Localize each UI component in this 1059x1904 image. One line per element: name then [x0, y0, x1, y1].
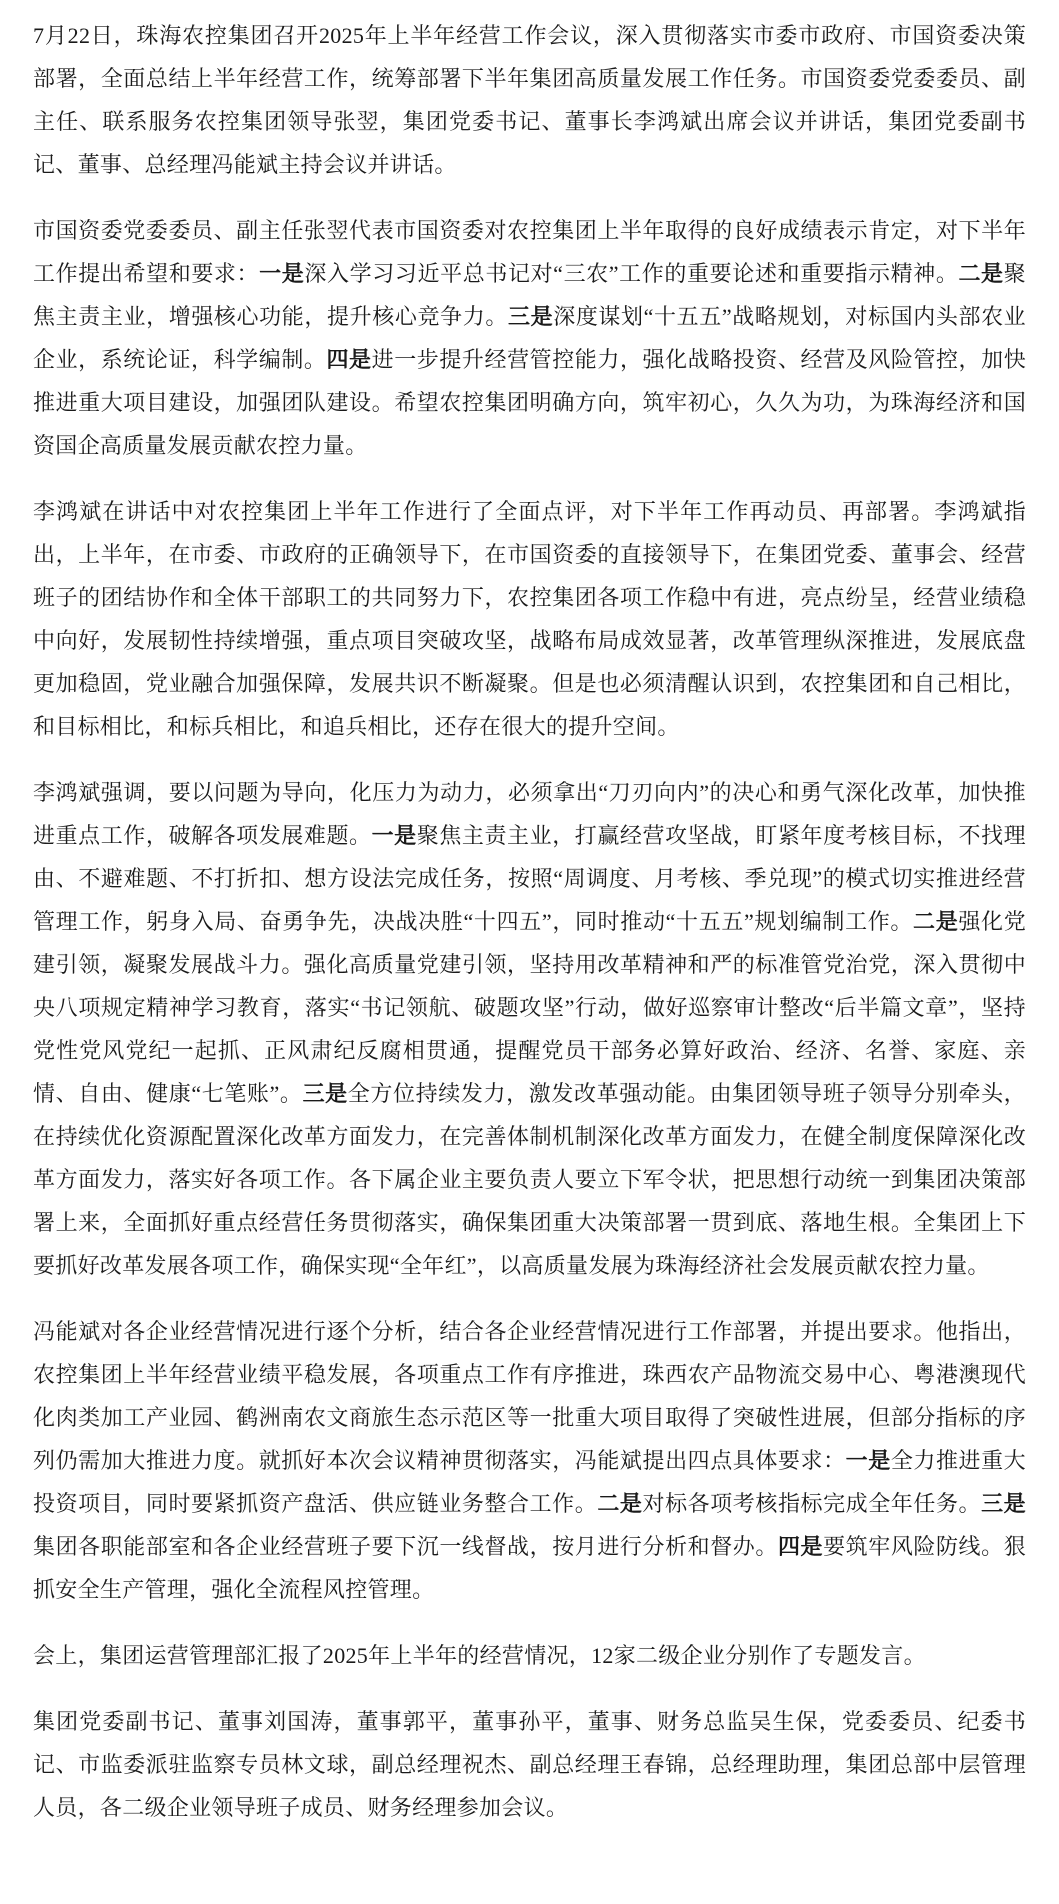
text-run: 要筑牢风险防线。狠抓安全生产管理，强化全流程风控管理。 — [33, 1534, 1027, 1602]
text-run: 冯能斌对各企业经营情况进行逐个分析，结合各企业经营情况进行工作部署，并提出要求。他指出，农控集团上半年经营业绩平稳发展，各项重点工作有序推进，珠西农产品物流交易中心、粤港澳现代化肉类加工产业园、鹤洲南农文商旅生态示范区等一批重大项目取得了突破性进展，但部分指标的序列仍需加大推进力度。就抓好本次会议精神贯彻落实，冯能斌提出四点具体要求： — [33, 1319, 1026, 1473]
text-run: 深入学习习近平总书记对“三农”工作的重要论述和重要指示精神。 — [304, 261, 959, 286]
paragraph — [33, 14, 1026, 186]
text-run: 李鸿斌在讲话中对农控集团上半年工作进行了全面点评，对下半年工作再动员、再部署。李鸿斌指出，上半年，在市委、市政府的正确领导下，在市国资委的直接领导下，在集团党委、董事会、经营班子的团结协作和全体干部职工的共同努力下，农控集团各项工作稳中有进，亮点纷呈，经营业绩稳中向好，发展韧性持续增强，重点项目突破攻坚，战略布局成效显著，改革管理纵深推进，发展底盘更加稳固，党业融合加强保障，发展共识不断凝聚。但是也必须清醒认识到，农控集团和自己相比，和目标相比，和标兵相比，和追兵相比，还存在很大的提升空间。 — [33, 499, 1026, 739]
paragraph — [33, 771, 1026, 1287]
emphasis-run: 二是 — [597, 1491, 643, 1516]
emphasis-run: 四是 — [326, 347, 372, 372]
text-run: 强化党建引领，凝聚发展战斗力。强化高质量党建引领，坚持用改革精神和严的标准管党治党，深入贯彻中央八项规定精神学习教育，落实“书记领航、破题攻坚”行动，做好巡察审计整改“后半篇文章”，坚持党性党风党纪一起抓、正风肃纪反腐相贯通，提醒党员干部务必算好政治、经济、名誉、家庭、亲情、自由、健康“七笔账”。 — [33, 909, 1026, 1106]
paragraph — [33, 490, 1026, 748]
text-run: 聚焦主责主业，增强核心功能，提升核心竞争力。 — [33, 261, 1026, 329]
text-run: 集团各职能部室和各企业经营班子要下沉一线督战，按月进行分析和督办。 — [33, 1534, 778, 1559]
emphasis-run: 四是 — [777, 1534, 824, 1559]
text-run: 会上，集团运营管理部汇报了2025年上半年的经营情况，12家二级企业分别作了专题发言。 — [33, 1643, 926, 1668]
emphasis-run: 三是 — [302, 1081, 348, 1106]
emphasis-run: 一是 — [259, 261, 305, 286]
paragraph — [33, 1700, 1026, 1829]
text-run: 李鸿斌强调，要以问题为导向，化压力为动力，必须拿出“刀刃向内”的决心和勇气深化改革，加快推进重点工作，破解各项发展难题。 — [33, 780, 1026, 848]
paragraph — [33, 209, 1026, 467]
text-run: 对标各项考核指标完成全年任务。 — [642, 1491, 982, 1516]
emphasis-run: 三是 — [981, 1491, 1026, 1516]
emphasis-run: 三是 — [507, 304, 554, 329]
emphasis-run: 二是 — [958, 261, 1004, 286]
paragraph — [33, 1310, 1026, 1611]
text-run: 聚焦主责主业，打赢经营攻坚战，盯紧年度考核目标，不找理由、不避难题、不打折扣、想方设法完成任务，按照“周调度、月考核、季兑现”的模式切实推进经营管理工作，躬身入局、奋勇争先，决战决胜“十四五”，同时推动“十五五”规划编制工作。 — [33, 823, 1026, 934]
text-run: 全方位持续发力，激发改革强动能。由集团领导班子领导分别牵头，在持续优化资源配置深化改革方面发力，在完善体制机制深化改革方面发力，在健全制度保障深化改革方面发力，落实好各项工作。各下属企业主要负责人要立下军令状，把思想行动统一到集团决策部署上来，全面抓好重点经营任务贯彻落实，确保集团重大决策部署一贯到底、落地生根。全集团上下要抓好改革发展各项工作，确保实现“全年红”，以高质量发展为珠海经济社会发展贡献农控力量。 — [33, 1081, 1026, 1278]
emphasis-run: 二是 — [913, 909, 959, 934]
paragraph — [33, 1634, 1026, 1677]
text-run: 7月22日，珠海农控集团召开2025年上半年经营工作会议，深入贯彻落实市委市政府、市国资委决策部署，全面总结上半年经营工作，统筹部署下半年集团高质量发展工作任务。市国资委党委委员、副主任、联系服务农控集团领导张翌，集团党委书记、董事长李鸿斌出席会议并讲话，集团党委副书记、董事、总经理冯能斌主持会议并讲话。 — [33, 23, 1026, 177]
emphasis-run: 一是 — [371, 823, 417, 848]
text-run: 全力推进重大投资项目，同时要紧抓资产盘活、供应链业务整合工作。 — [33, 1448, 1026, 1516]
emphasis-run: 一是 — [845, 1448, 891, 1473]
text-run: 深度谋划“十五五”战略规划，对标国内头部农业企业，系统论证，科学编制。 — [33, 304, 1026, 372]
text-run: 进一步提升经营管控能力，强化战略投资、经营及风险管控，加快推进重大项目建设，加强团队建设。希望农控集团明确方向，筑牢初心，久久为功，为珠海经济和国资国企高质量发展贡献农控力量。 — [33, 347, 1026, 458]
text-run: 集团党委副书记、董事刘国涛，董事郭平，董事孙平，董事、财务总监吴生保，党委委员、纪委书记、市监委派驻监察专员林文球，副总经理祝杰、副总经理王春锦，总经理助理，集团总部中层管理人员，各二级企业领导班子成员、财务经理参加会议。 — [33, 1709, 1026, 1820]
text-run: 市国资委党委委员、副主任张翌代表市国资委对农控集团上半年取得的良好成绩表示肯定，对下半年工作提出希望和要求： — [33, 218, 1026, 286]
